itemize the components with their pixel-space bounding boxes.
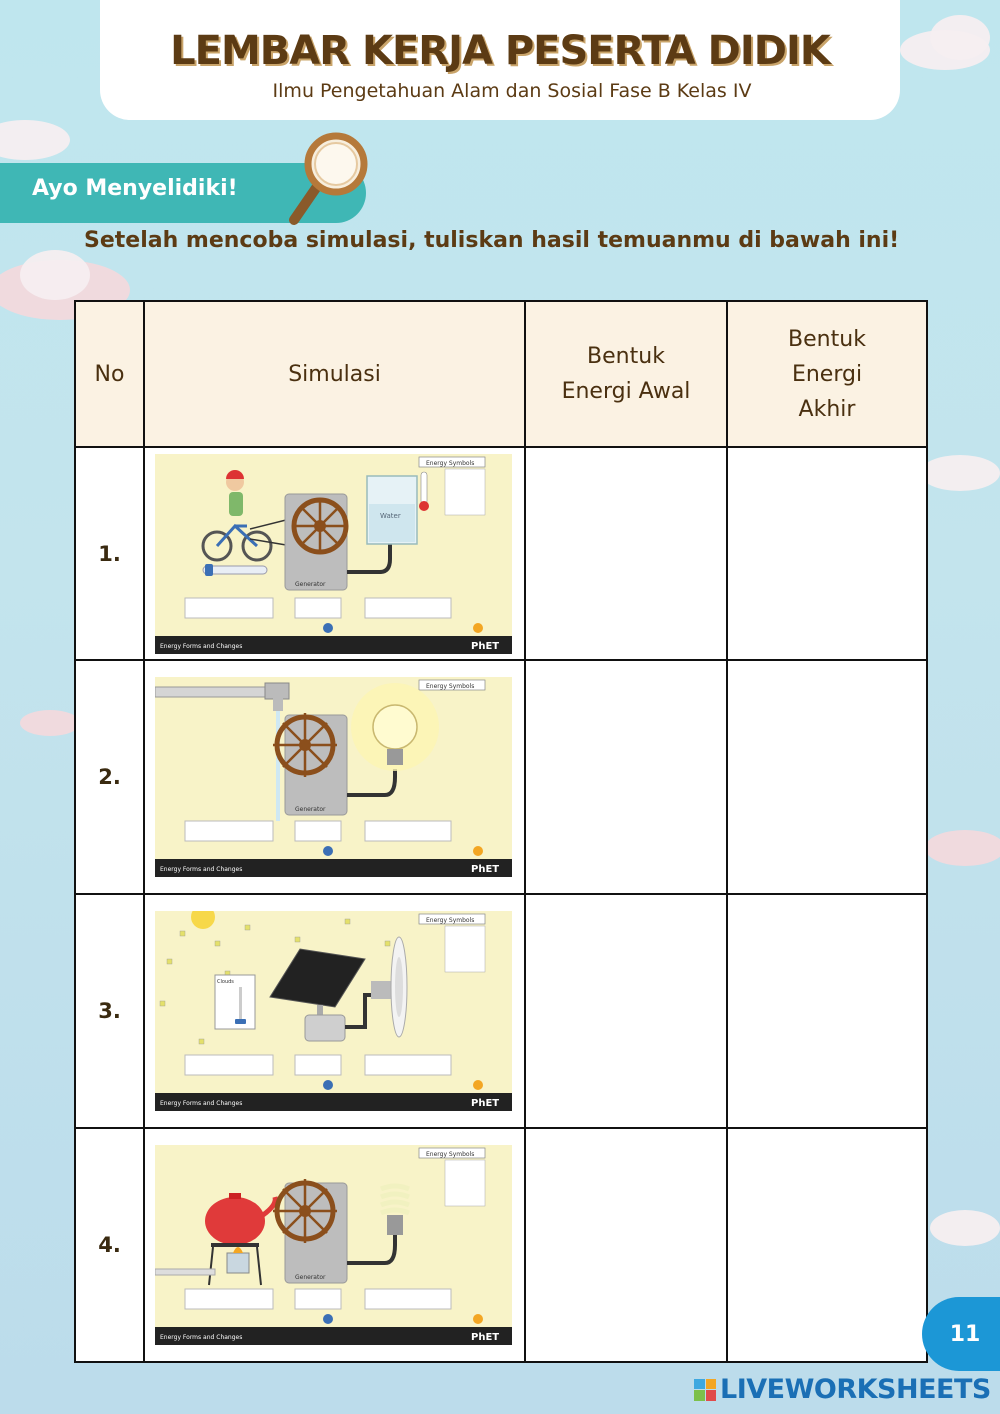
- generator-label: Generator: [295, 806, 326, 813]
- cloud-decoration: [920, 455, 1000, 491]
- toolbar-icons: [185, 1289, 451, 1309]
- simulation-cell: [144, 894, 525, 1128]
- phet-logo: PhET: [471, 864, 500, 875]
- page-subtitle: Ilmu Pengetahuan Alam dan Sosial Fase B Kelas IV: [272, 80, 752, 102]
- page-title: LEMBAR KERJA PESERTA DIDIK: [170, 28, 830, 74]
- page-number-badge: 11: [922, 1297, 1000, 1371]
- instruction-text: Setelah mencoba simulasi, tuliskan hasil temuanmu di bawah ini!: [84, 228, 900, 253]
- energy-symbols-label: Energy Symbols: [426, 459, 475, 467]
- answer-final-energy[interactable]: [727, 447, 927, 660]
- table-header-row: [75, 301, 927, 447]
- header-energi-akhir-line: Akhir: [798, 396, 856, 422]
- answer-final-energy[interactable]: [727, 660, 927, 894]
- energy-symbols-label: Energy Symbols: [426, 683, 475, 690]
- simulation-scene: [155, 454, 512, 654]
- energy-symbols-label: Energy Symbols: [426, 1151, 475, 1158]
- cloud-decoration: [0, 120, 70, 160]
- header-energi-awal-line: Energi Awal: [561, 379, 691, 404]
- row-number: 1.: [75, 447, 144, 660]
- sim-footer-title: Energy Forms and Changes: [160, 1334, 243, 1341]
- answer-initial-energy[interactable]: [525, 660, 727, 894]
- simulation-cell: [144, 1128, 525, 1362]
- row-number: 4.: [75, 1128, 144, 1362]
- header-energi-akhir-line: Energi: [791, 361, 863, 387]
- header-simulasi: Simulasi: [144, 301, 525, 447]
- header-no: No: [75, 301, 144, 447]
- phet-logo: PhET: [471, 640, 500, 652]
- header-energi-awal-line: Bentuk: [587, 344, 665, 369]
- phet-logo: PhET: [471, 1098, 500, 1109]
- cloud-decoration: [925, 830, 1000, 866]
- toolbar-icons: [185, 821, 451, 841]
- simulation-scene: [155, 911, 512, 1111]
- row-number: 3.: [75, 894, 144, 1128]
- generator-label: Generator: [295, 1274, 326, 1281]
- answer-final-energy[interactable]: [727, 894, 927, 1128]
- table-row: [75, 894, 927, 1128]
- liveworksheets-mark-icon: [694, 1379, 716, 1401]
- simulation-screenshot: [155, 911, 512, 1111]
- wheel-icon: [294, 500, 346, 552]
- cloud-decoration: [930, 15, 990, 60]
- header-energi-akhir: [727, 301, 927, 447]
- phet-logo: PhET: [471, 1332, 500, 1343]
- answer-initial-energy[interactable]: [525, 1128, 727, 1362]
- light-bulb-icon: [351, 683, 439, 771]
- table-row: [75, 447, 927, 660]
- sim-footer-title: Energy Forms and Changes: [160, 866, 243, 873]
- cloud-decoration: [930, 1210, 1000, 1246]
- simulation-screenshot: [155, 454, 512, 654]
- simulation-cell: [144, 660, 525, 894]
- answer-initial-energy[interactable]: [525, 894, 727, 1128]
- table-row: [75, 660, 927, 894]
- worksheet-table: [74, 300, 928, 1363]
- beaker-label: Water: [380, 511, 401, 520]
- header-energi-akhir-line: Bentuk: [788, 326, 866, 352]
- liveworksheets-logo: [694, 1374, 991, 1405]
- simulation-scene: [155, 677, 512, 877]
- generator-label: Generator: [295, 580, 326, 588]
- magnifier-icon: [286, 128, 370, 228]
- answer-final-energy[interactable]: [727, 1128, 927, 1362]
- simulation-screenshot: [155, 1145, 512, 1345]
- simulation-scene: [155, 1145, 512, 1345]
- cloud-decoration: [20, 710, 80, 736]
- simulation-screenshot: [155, 677, 512, 877]
- section-label: Ayo Menyelidiki!: [32, 176, 238, 201]
- clouds-label: Clouds: [217, 979, 234, 985]
- answer-initial-energy[interactable]: [525, 447, 727, 660]
- energy-symbols-label: Energy Symbols: [426, 917, 475, 924]
- simulation-cell: [144, 447, 525, 660]
- sim-footer-title: Energy Forms and Changes: [160, 1100, 243, 1107]
- liveworksheets-text: LIVEWORKSHEETS: [720, 1374, 991, 1405]
- toolbar-icons: [185, 598, 451, 618]
- cloud-decoration: [20, 250, 90, 300]
- toolbar-icons: [185, 1055, 451, 1075]
- sim-footer-title: Energy Forms and Changes: [160, 642, 243, 650]
- row-number: 2.: [75, 660, 144, 894]
- table-row: [75, 1128, 927, 1362]
- header-energi-awal: [525, 301, 727, 447]
